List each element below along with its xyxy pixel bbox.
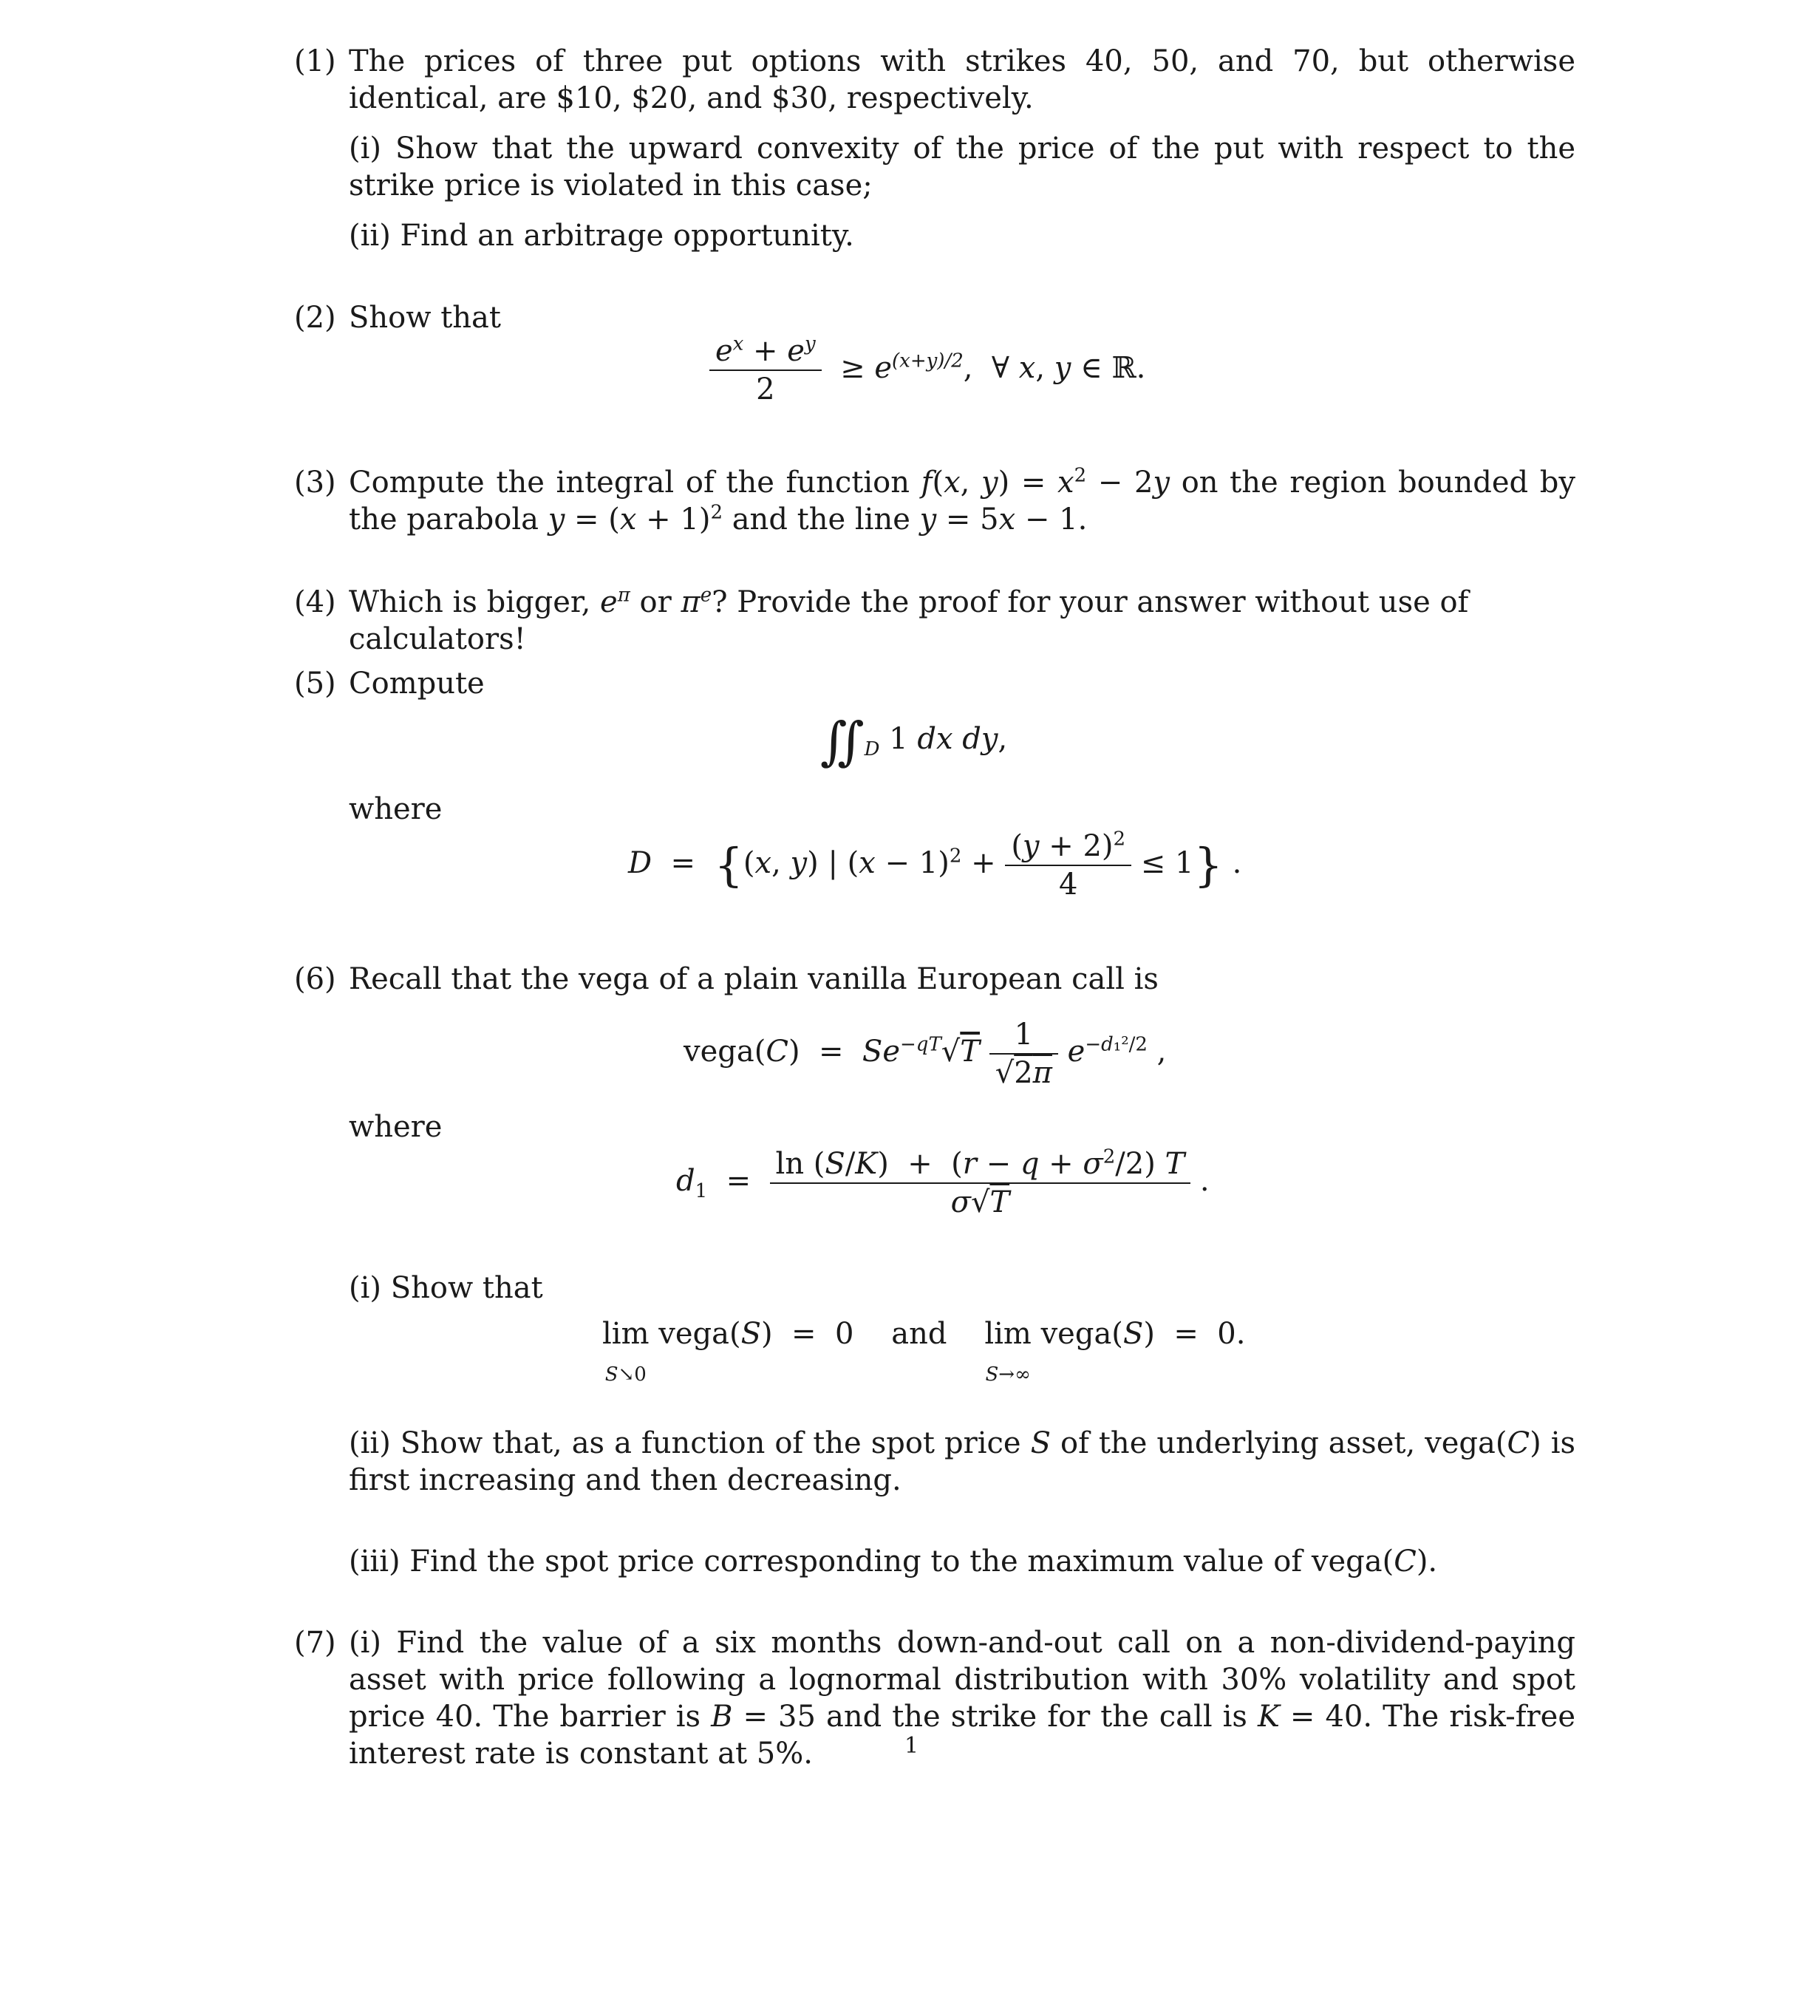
problem-6-part-ii: (ii) Show that, as a function of the spot price S of the underlying asset, vega(C) is first increasing and then decreasing.: [349, 1426, 1576, 1497]
problem-6-number: (6): [294, 962, 336, 996]
problem-6-text: Recall that the vega of a plain vanilla European call is: [349, 962, 1159, 996]
problem-6-part-i: (i) Show that: [349, 1271, 543, 1305]
problem-7-text: (i) Find the value of a six months down-and-out call on a non-dividend-paying asset with price following a lognormal distribution with 30% volatility and spot price 40. The barrier is B = 35 and the strike for the call is K = 40. The risk-free interest rate is constant at 5%.: [349, 1626, 1575, 1771]
problem-5-region: D = {(x, y) | $(x - 1)^2$ + $\frac{(y + 2)^2}{4}$ ≤ 1} .: [628, 828, 1242, 902]
problem-1-part-ii: (ii) Find an arbitrage opportunity.: [349, 219, 854, 253]
problem-2-number: (2): [294, 301, 336, 335]
problem-7-number: (7): [294, 1626, 336, 1660]
problem-2-text: Show that: [349, 301, 501, 335]
problem-6-limits: lim S↘0 vega(S) = 0 and lim S→∞ vega(S) = 0.: [602, 1317, 1246, 1386]
problem-1-text: The prices of three put options with strikes 40, 50, and 70, but otherwise identical, are $10, $20, and $30, respectively.: [349, 44, 1575, 115]
problem-6-where: where: [349, 1110, 443, 1144]
problem-1-number: (1): [294, 44, 336, 78]
problem-5-number: (5): [294, 667, 336, 701]
problem-5-where: where: [349, 792, 443, 826]
problem-3-text: Compute the integral of the function f(x, $y) = x^2 - 2y$ on the region bounded by the parabola $y = (x + 1)^2$ and the line y = 5x − 1.: [349, 464, 1575, 537]
problem-4-number: (4): [294, 585, 336, 619]
problem-6-vega-formula: vega(C) = $Se^{-qT}√T$ $\frac{1}{√2\pi}$ $e^{-d_1^2/2}$ ,: [684, 1018, 1167, 1090]
problem-1-part-i: (i) Show that the upward convexity of the price of the put with respect to the strike price is violated in this case;: [349, 132, 1575, 202]
problem-5-integral: $∬_D$ 1 dx dy,: [820, 711, 1008, 772]
page-number: 1: [904, 1733, 919, 1759]
problem-4-text: Which is bigger, $e^\pi$ or $\pi^e$? Provide the proof for your answer without use of calculators!: [349, 584, 1469, 656]
problem-6-d1-formula: $d_1$ = $\frac{\ln (S/K) + (r - q + \sigma^2/2) T}{\sigma√T}$ .: [676, 1145, 1210, 1219]
problem-5-text: Compute: [349, 667, 485, 701]
problem-2-inequality: $\frac{e^x + e^y}{2}$ ≥ $e^{(x+y)/2}$, ∀ x, y ∈ ℝ.: [709, 333, 1145, 408]
problem-3-number: (3): [294, 466, 336, 500]
problem-6-part-iii: (iii) Find the spot price corresponding to the maximum value of vega(C).: [349, 1545, 1438, 1579]
